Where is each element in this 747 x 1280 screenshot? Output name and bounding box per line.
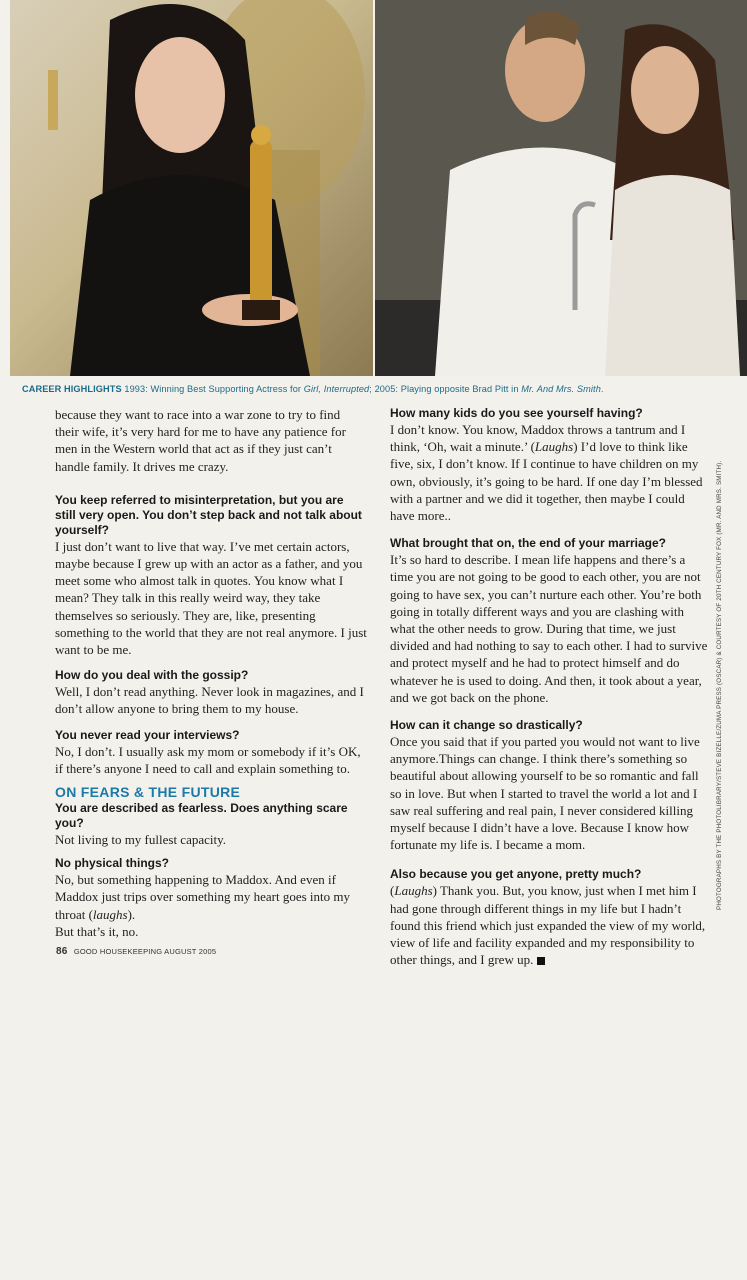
page-number: 86: [56, 946, 68, 957]
question-fearless: You are described as fearless. Does anything scare you?: [55, 801, 348, 831]
answer-physical: [55, 871, 367, 940]
answer-physical-text: No, but something happening to Maddox. And even if Maddox just trips over something my heart goes into my throat (: [55, 872, 350, 922]
photo-caption: [22, 384, 737, 394]
answer-interviews: No, I don’t. I usually ask my mom or somebody if it’s OK, if there’s anyone I need to call and explain something to.: [55, 743, 361, 776]
caption-film-1: Girl, Interrupted: [303, 384, 370, 394]
end-of-article-mark: [537, 957, 545, 965]
caption-text-1: 1993: Winning Best Supporting Actress for: [121, 384, 304, 394]
question-anyone: Also because you get anyone, pretty much?: [390, 867, 642, 882]
answer-gossip: Well, I don’t read anything. Never look in magazines, and I don’t allow anyone to bring them to my house.: [55, 684, 364, 717]
kitchen-scene-illustration: [375, 0, 747, 376]
intro-line: men in the Western world that act as if they just can’t: [55, 441, 332, 457]
intro-paragraph: [55, 406, 367, 475]
photo-credit: [716, 460, 728, 1280]
answer-anyone-text: ) Thank you. But, you know, just when I met him I had gone through different things in my life but I hadn’t found this friend which just expanded the view of my world, view of life and facility expanded and my responsibility to other things, and I grew up.: [390, 883, 706, 968]
issue-date: AUGUST 2005: [164, 947, 217, 956]
answer-anyone: (Laughs) Thank you. But, you know, just when I met him I had gone through different things in my life but I hadn’t found this friend which just expanded the view of my world, view of life and facility expanded and my responsibility to other things, and I grew up.: [390, 883, 706, 968]
answer-kids-text: I don’t know. You know, Maddox throws a tantrum and I think, ‘Oh, wait a minute.’ (: [390, 422, 686, 455]
question-physical: No physical things?: [55, 856, 170, 871]
answer-kids-text-end: ) I’d love to think like five, six, I don’t know. If I continue to have children on my own, obviously, it’s going to be hard. If one day I’m blessed with a partner and we did it together, then maybe I could have more..: [390, 439, 703, 524]
intro-line: because they want to race into a war zone to try to find: [55, 407, 341, 422]
question-interviews: You never read your interviews?: [55, 727, 240, 742]
answer-physical-text-end: ).: [127, 906, 136, 922]
oscar-photo: [10, 0, 373, 376]
answer-kids: [390, 421, 708, 524]
mr-and-mrs-smith-photo: [375, 0, 747, 376]
section-heading-fears: ON FEARS & THE FUTURE: [55, 784, 241, 801]
question-kids: How many kids do you see yourself having?: [390, 406, 643, 420]
oscar-photo-illustration: [10, 0, 373, 376]
question-change: How can it change so drastically?: [390, 718, 583, 733]
answer-physical-laughs: laughs: [92, 906, 128, 922]
magazine-name: GOOD HOUSEKEEPING: [73, 947, 163, 956]
question-misinterpretation: You keep referred to misinterpretation, but you are still very open. You don’t step back and not talk about yourself?: [55, 492, 362, 537]
caption-film-2: Mr. And Mrs. Smith: [521, 384, 601, 394]
answer-marriage: It’s so hard to describe. I mean life happens and there’s a time you are not going to be good to each other, you are not going to have sex, you can’t nurture each other. You’re both going in totally different ways and you are clashing with what the other needs to grow. During that time, we just divided and had nothing to say to each other. I had to survive and protect myself and he had to protect himself and do whatever he is used to doing. And then, it took about a year, and we got back on the phone.: [390, 552, 708, 705]
page-footer: [56, 946, 216, 957]
caption-text-2: ; 2005: Playing opposite Brad Pitt in: [369, 384, 522, 394]
right-column: [390, 406, 708, 968]
question-gossip: How do you deal with the gossip?: [55, 668, 249, 683]
intro-line: their wife, it’s very hard for me to have any patience for: [55, 424, 346, 440]
question-marriage: What brought that on, the end of your marriage?: [390, 536, 666, 551]
answer-misinterpretation: I just don’t want to live that way. I’ve met certain actors, maybe because I grew up with an actor as a father, and you meet some who almost talk in quotes. You know what I mean? They talk in this really weird way, they take themselves so seriously. They are, like, presenting something to the world that they are not real anymore. I just want to be me.: [55, 538, 367, 658]
photo-credit-text: PHOTOGRAPHS BY THE PHOTOLIBRARY/STEVE BIZELLE/ZUMA PRESS (OSCAR) & COURTESY OF 20TH CENTURY FOX (MR. AND MRS. SMITH).: [716, 460, 723, 910]
caption-lead: CAREER HIGHLIGHTS: [22, 384, 122, 394]
answer-anyone-laughs: Laughs: [394, 883, 433, 899]
left-column: [55, 406, 367, 940]
answer-change: Once you said that if you parted you would not want to live anymore.Things can change. I think there’s something so beautiful about allowing yourself to be so romantic and fall so in love. But when I started to travel the world a lot and I saw real suffering and real pain, I never considered killing myself because I didn’t have a love. Because I know how fortunate my life is. I became a mom.: [390, 734, 700, 853]
intro-line: handle family. It drives me crazy.: [55, 458, 229, 474]
answer-fearless: Not living to my fullest capacity.: [55, 832, 227, 848]
answer-kids-laughs: Laughs: [534, 439, 574, 455]
caption-end: .: [600, 384, 604, 394]
answer-physical-line2: But that’s it, no.: [55, 923, 139, 939]
